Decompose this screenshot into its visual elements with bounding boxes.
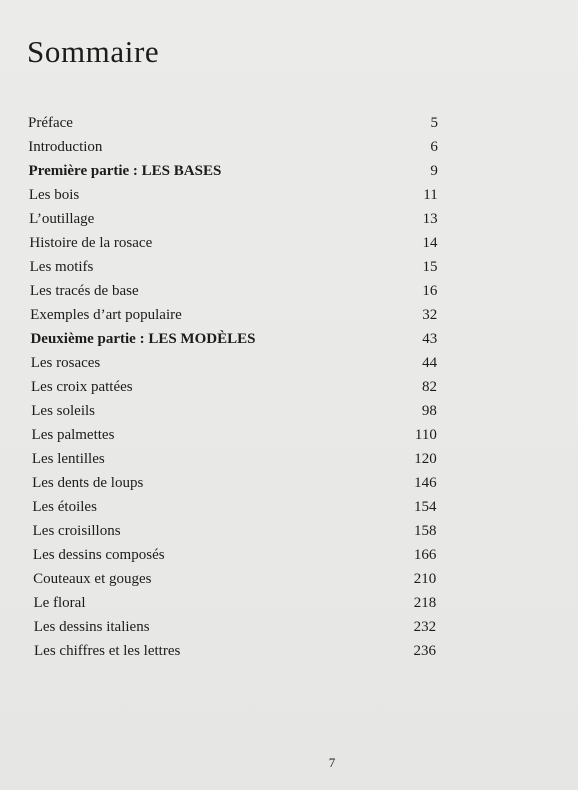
toc-entry-title: L’outillage: [29, 211, 95, 227]
toc-entry-title: Les étoiles: [32, 499, 97, 515]
toc-entry: [0, 279, 578, 303]
toc-entry-page: 43: [422, 331, 438, 347]
toc-entry-title: Les dents de loups: [32, 475, 144, 491]
toc-entry: [0, 183, 578, 207]
toc-entry-title: Les chiffres et les lettres: [34, 643, 181, 659]
toc-entry-title: Les croix pattées: [31, 379, 133, 395]
page-title: Sommaire: [27, 34, 160, 69]
toc-entry: [0, 399, 578, 423]
toc-entry-page: 16: [422, 283, 438, 299]
toc-entry-page: 236: [413, 643, 436, 659]
toc-entry: [0, 471, 578, 495]
toc-entry-title: Préface: [28, 115, 73, 131]
toc-entry-title: Introduction: [28, 139, 103, 155]
toc-entry-page: 32: [422, 307, 438, 323]
toc-entry-title: Les dessins composés: [32, 547, 165, 563]
toc-entry-page: 166: [413, 547, 437, 563]
toc-entry-title: Les motifs: [29, 259, 94, 275]
toc-entry-title: Les croisillons: [32, 523, 121, 539]
toc-entry-title: Histoire de la rosace: [29, 235, 153, 251]
toc-entry-page: 232: [413, 619, 437, 635]
toc-entry: [0, 231, 578, 255]
toc-entry: [0, 255, 578, 279]
toc-entry-page: 146: [414, 475, 437, 491]
toc-entry: [0, 351, 578, 375]
toc-entry: [0, 159, 578, 183]
toc-entry-title: Couteaux et gouges: [33, 571, 152, 587]
toc-entry-title: Les rosaces: [30, 355, 101, 371]
toc-entry: [0, 567, 578, 591]
toc-entry: [0, 495, 578, 519]
toc-entry-page: 154: [414, 499, 437, 515]
toc-entry: [0, 207, 578, 231]
toc-entry-page: 14: [422, 235, 438, 251]
toc-entry: [0, 615, 578, 639]
toc-entry-title: Deuxième partie : LES MODÈLES: [30, 331, 256, 347]
toc-entry: [0, 303, 578, 327]
toc-entry-page: 11: [423, 187, 438, 203]
toc-entry: [0, 591, 578, 615]
toc-entry-title: Exemples d’art populaire: [30, 307, 182, 323]
toc-entry-page: 210: [413, 571, 437, 587]
toc-entry: [0, 519, 578, 543]
toc-entry-page: 6: [430, 139, 438, 155]
toc-entry-page: 110: [414, 427, 437, 443]
toc-entry-title: Le floral: [33, 595, 86, 611]
toc-entry-page: 9: [430, 163, 438, 179]
toc-entry: [0, 135, 578, 159]
toc-entry-title: Les dessins italiens: [33, 619, 150, 635]
toc-entry: [0, 375, 578, 399]
page-number: 7: [328, 755, 336, 770]
toc-entry-title: Les tracés de base: [29, 283, 139, 299]
toc-entry: [0, 543, 578, 567]
toc-entry: [0, 327, 578, 351]
toc-entry-page: 15: [422, 259, 438, 275]
toc-entry-title: Première partie : LES BASES: [28, 163, 222, 179]
toc-entry-page: 98: [421, 403, 437, 419]
toc-entry-page: 13: [422, 211, 438, 227]
table-of-contents: [0, 111, 578, 663]
toc-entry-page: 218: [413, 595, 437, 611]
toc-entry-page: 5: [430, 115, 438, 131]
toc-entry-page: 158: [413, 523, 437, 539]
toc-entry-page: 82: [422, 379, 437, 395]
toc-entry-title: Les bois: [28, 187, 80, 203]
toc-entry: [0, 447, 578, 471]
toc-entry-title: Les palmettes: [31, 427, 115, 443]
toc-entry-page: 120: [414, 451, 437, 467]
toc-entry-title: Les lentilles: [31, 451, 105, 467]
toc-entry-title: Les soleils: [31, 403, 96, 419]
toc-entry: [0, 639, 578, 663]
toc-entry: [0, 423, 578, 447]
toc-entry-page: 44: [422, 355, 438, 371]
toc-entry: [0, 111, 578, 135]
